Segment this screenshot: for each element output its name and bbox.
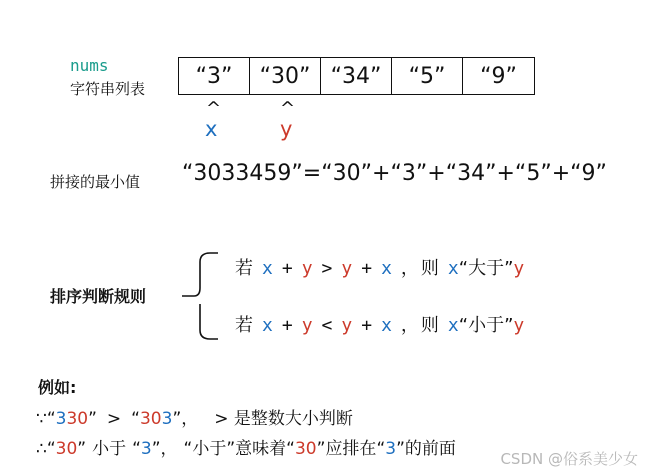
num-3: 3 [385, 439, 397, 459]
rule-gt: > [321, 258, 333, 279]
concat-part: “9” [570, 161, 607, 186]
integer-compare-note: > 是整数大小判断 [214, 409, 353, 429]
quote-open: “ [286, 439, 295, 459]
quote-open: “ [46, 439, 56, 459]
x-pointer-caret: ^ [206, 98, 222, 119]
rule-then: 则 [420, 315, 439, 336]
rule-y: y [341, 315, 353, 336]
concat-part: “30” [321, 161, 373, 186]
rule-x: x [262, 258, 273, 279]
quote-open: “ [131, 409, 140, 429]
rule-relation-greater: “大于” [458, 258, 514, 279]
string-list [178, 57, 535, 95]
rule-plus: + [281, 258, 293, 279]
comma: ， [160, 439, 178, 459]
y-pointer-caret: ^ [280, 98, 296, 119]
csdn-watermark: CSDN @俗系美少女 [500, 450, 638, 468]
concat-part: “5” [514, 161, 552, 186]
plus-sign: + [496, 161, 515, 186]
rules-brace [180, 248, 220, 344]
rule-plus: + [281, 315, 293, 336]
nums-label: nums [70, 56, 109, 75]
rule-if: 若 [235, 258, 253, 279]
example-title: 例如: [38, 378, 77, 397]
example-line-2 [36, 434, 456, 459]
list-cell: “9” [480, 63, 517, 89]
quote-open: “ [132, 439, 141, 459]
rule-lt: < [321, 315, 333, 336]
num-30: 30 [55, 439, 78, 459]
quote-close: ” [88, 409, 97, 429]
sort-rules-label: 排序判断规则 [50, 287, 147, 306]
quote-close: ” [316, 439, 326, 459]
list-cell: “5” [392, 58, 463, 94]
rule-y: y [513, 315, 525, 336]
smaller-text: 小于 [92, 439, 127, 459]
rule-x: x [262, 315, 273, 336]
rule-y: y [341, 258, 353, 279]
rule-less [235, 311, 533, 337]
concat-part: “34” [445, 161, 497, 186]
therefore-symbol: ∴ [36, 439, 47, 459]
rule-y: y [301, 315, 313, 336]
meaning-text: 意味着 [235, 439, 287, 459]
num-3: 3 [140, 439, 152, 459]
list-cell: “30” [250, 58, 321, 94]
num-y-part: 30 [66, 409, 89, 429]
equals-sign: = [302, 161, 322, 186]
concat-part: “3” [390, 161, 428, 186]
plus-sign: + [551, 161, 571, 186]
brace-path [182, 253, 218, 339]
quote-close: ” [396, 439, 405, 459]
rule-y: y [513, 258, 525, 279]
rule-x: x [381, 315, 392, 336]
because-symbol: ∵ [36, 409, 47, 429]
rule-comma: ， [400, 258, 419, 279]
rule-x: x [447, 258, 459, 279]
smaller-quoted: “小于” [183, 439, 236, 459]
rule-then: 则 [420, 258, 439, 279]
x-pointer-label: x [205, 117, 218, 141]
quote-close: ” [151, 439, 161, 459]
concat-label: 拼接的最小值 [50, 173, 141, 191]
rule-if: 若 [235, 315, 253, 336]
should-be-placed: 应排在 [325, 439, 377, 459]
list-cell: “3” [179, 58, 250, 94]
string-list-label: 字符串列表 [70, 80, 146, 98]
quote-open: “ [46, 409, 56, 429]
num-30: 30 [294, 439, 317, 459]
plus-sign: + [372, 161, 391, 186]
num-x-part: 3 [55, 409, 67, 429]
plus-sign: + [427, 161, 446, 186]
comma: ， [181, 409, 199, 429]
list-cell: “34” [321, 58, 392, 94]
quote-close: ” [77, 439, 87, 459]
gt-sign: > [106, 409, 122, 429]
concat-expression [182, 161, 607, 186]
rule-comma: ， [400, 315, 419, 336]
y-pointer-label: y [280, 117, 293, 141]
quote-open: “ [376, 439, 386, 459]
rule-plus: + [361, 258, 373, 279]
num-x-part: 3 [161, 409, 173, 429]
concat-result: “3033459” [182, 161, 303, 186]
rule-plus: + [361, 315, 373, 336]
rule-relation-less: “小于” [458, 315, 514, 336]
rule-x: x [447, 315, 459, 336]
rule-x: x [381, 258, 392, 279]
rule-greater [235, 254, 533, 280]
front-text: 的前面 [404, 439, 456, 459]
num-y-part: 30 [139, 409, 162, 429]
example-line-1 [36, 404, 353, 429]
quote-close: ” [172, 409, 182, 429]
rule-y: y [301, 258, 313, 279]
